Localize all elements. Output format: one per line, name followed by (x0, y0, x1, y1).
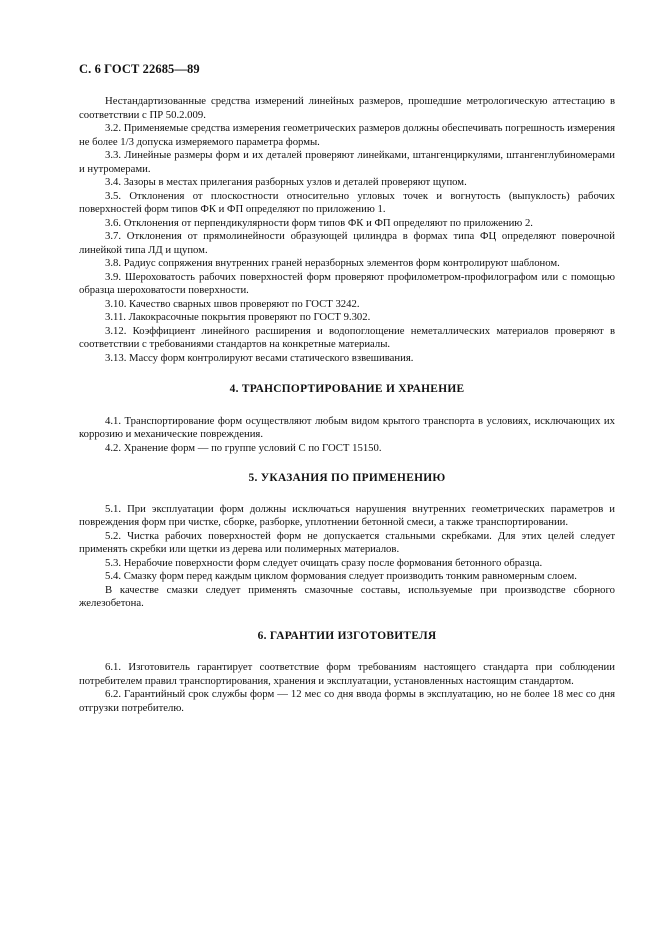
paragraph-5-3: 5.3. Нерабочие поверхности форм следует очищать сразу после формования бетонного образца. (105, 556, 543, 569)
section-4-transport-storage (79, 383, 615, 455)
paragraph-3-2: 3.2. Применяемые средства измерения геометрических размеров должны обеспечивать погрешность измерения не более 1/3 допуска измеряемого параметра формы. (79, 122, 615, 148)
section-heading: 6. ГАРАНТИИ ИЗГОТОВИТЕЛЯ (257, 629, 437, 642)
paragraph-3-12: 3.12. Коэффициент линейного расширения и водопоглощение неметаллических материалов проверяют в соответствии с требованиями стандартов на конкретные материалы. (79, 324, 615, 350)
paragraph-3-1-continued: Нестандартизованные средства измерений линейных размеров, прошедшие метрологическую аттестацию в соответствии с ПР 50.2.009. (79, 95, 615, 121)
section-3-testing-methods (79, 95, 615, 365)
paragraph-6-1: 6.1. Изготовитель гарантирует соответствие форм требованиям настоящего стандарта при соблюдении потребителем правил транспортирования, хранения и эксплуатации, установленных настоящим стандартом. (79, 661, 615, 687)
section-6-manufacturer-warranty (79, 630, 615, 716)
section-heading: 4. ТРАНСПОРТИРОВАНИЕ И ХРАНЕНИЕ (229, 383, 465, 395)
paragraph-4-2: 4.2. Хранение форм — по группе условий С по ГОСТ 15150. (105, 441, 382, 454)
paragraph-3-6: 3.6. Отклонения от перпендикулярности форм типов ФК и ФП определяют по приложению 2. (105, 216, 533, 229)
paragraph-4-1: 4.1. Транспортирование форм осуществляют любым видом крытого транспорта в условиях, исключающих их коррозию и механические повреждения. (79, 414, 615, 440)
paragraph-3-7: 3.7. Отклонения от прямолинейности образующей цилиндра в формах типа ФЦ определяют поверочной линейкой типа ЛД и щупом. (79, 230, 615, 256)
paragraph-3-3: 3.3. Линейные размеры форм и их деталей проверяют линейками, штангенциркулями, штангенглубиномерами и нутромерами. (79, 149, 615, 175)
paragraph-5-4: 5.4. Смазку форм перед каждым циклом формования следует производить тонким равномерным слоем. (105, 570, 577, 582)
paragraph-3-10: 3.10. Качество сварных швов проверяют по ГОСТ 3242. (105, 297, 360, 310)
paragraph-3-5: 3.5. Отклонения от плоскостности относительно угловых точек и вогнутость (выпуклость) рабочих поверхностей форм типов ФК и ФП определяют по приложению 1. (79, 189, 615, 215)
paragraph-5-1: 5.1. При эксплуатации форм должны исключаться нарушения внутренних геометрических параметров и повреждения форм при чистке, сборке, разборке, уплотнении бетонной смеси, а также транспортировании. (79, 502, 615, 528)
section-heading: 5. УКАЗАНИЯ ПО ПРИМЕНЕНИЮ (248, 472, 446, 484)
paragraph-3-8: 3.8. Радиус сопряжения внутренних граней неразборных элементов форм контролируют шаблоном. (105, 257, 560, 269)
paragraph-5-2: 5.2. Чистка рабочих поверхностей форм не допускается стальными скребками. Для этих целей следует применять скребки или щетки из дерева или полимерных материалов. (79, 529, 615, 555)
section-5-usage-instructions (79, 472, 615, 611)
page-header: С. 6 ГОСТ 22685—89 (79, 62, 200, 76)
paragraph-5-4-lubricant: В качестве смазки следует применять смазочные составы, используемые при производстве сборного железобетона. (79, 583, 615, 609)
paragraph-3-13: 3.13. Массу форм контролируют весами статического взвешивания. (105, 351, 414, 364)
paragraph-3-11: 3.11. Лакокрасочные покрытия проверяют по ГОСТ 9.302. (105, 311, 371, 323)
paragraph-3-9: 3.9. Шероховатость рабочих поверхностей форм проверяют профилометром-профилографом или с помощью образца шероховатости поверхности. (79, 270, 615, 296)
paragraph-3-4: 3.4. Зазоры в местах прилегания разборных узлов и деталей проверяют щупом. (105, 176, 467, 188)
page-content (79, 95, 615, 715)
paragraph-6-2: 6.2. Гарантийный срок службы форм — 12 мес со дня ввода формы в эксплуатацию, но не более 18 мес со дня отгрузки потребителю. (79, 688, 615, 714)
